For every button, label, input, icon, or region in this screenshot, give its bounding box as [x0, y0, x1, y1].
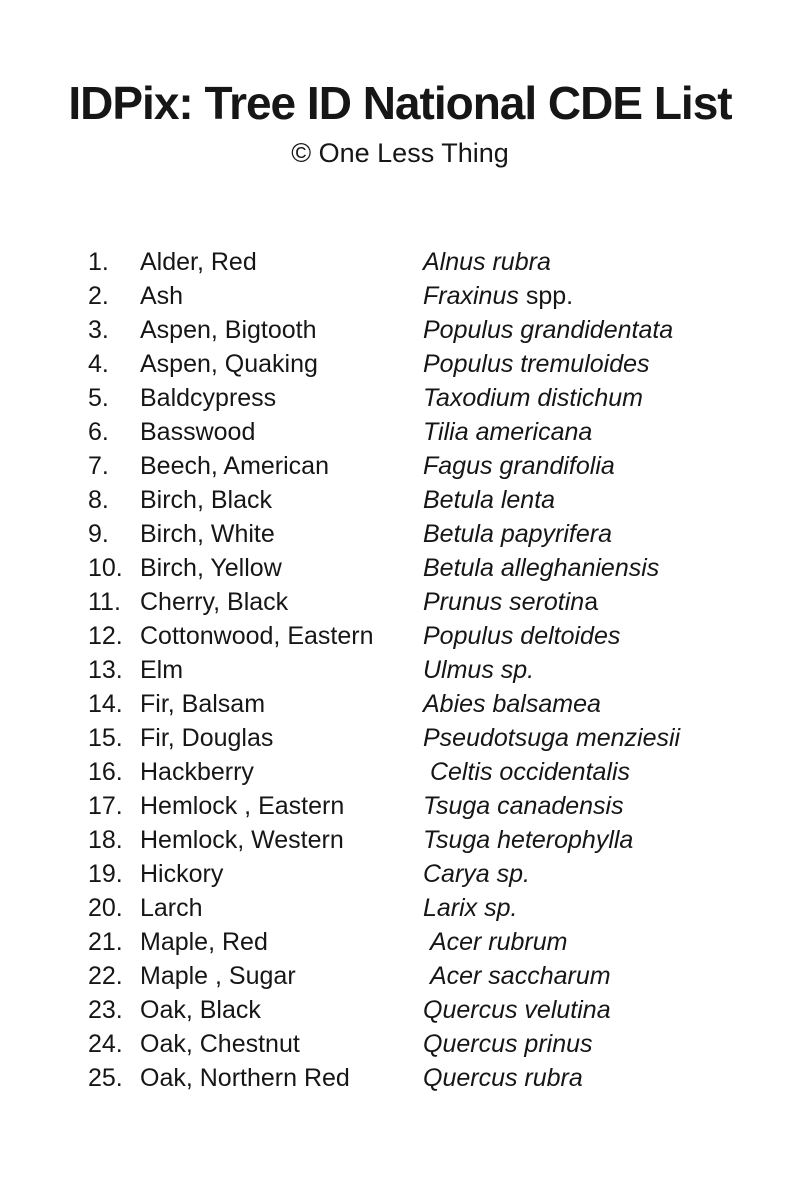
item-number: 16. — [88, 758, 123, 786]
item-common-name: Fir, Balsam — [140, 690, 266, 718]
scientific-name-italic: Betula alleghaniensis — [423, 554, 660, 582]
item-number: 4. — [88, 350, 109, 378]
item-common-name: Birch, White — [140, 520, 275, 548]
scientific-name-italic: Carya sp. — [423, 860, 530, 888]
scientific-name-regular: a — [584, 588, 599, 616]
item-scientific-name — [423, 347, 800, 381]
item-common-name: Basswood — [140, 418, 256, 446]
item-number: 6. — [88, 418, 109, 446]
scientific-name-italic: Ulmus sp. — [423, 656, 535, 684]
item-common-name: Baldcypress — [140, 384, 277, 412]
item-scientific-name — [423, 1027, 800, 1061]
scientific-name-italic: Quercus velutina — [423, 996, 611, 1024]
item-common-name: Cottonwood, Eastern — [140, 622, 374, 650]
list-item — [88, 789, 800, 823]
tree-id-list-page — [0, 77, 800, 1204]
item-scientific-name — [423, 551, 800, 585]
item-common-name: Alder, Red — [140, 248, 257, 276]
item-number: 23. — [88, 996, 123, 1024]
item-number: 2. — [88, 282, 109, 310]
item-number: 21. — [88, 928, 123, 956]
item-common-name: Hickory — [140, 860, 224, 888]
scientific-name-italic: Alnus rubra — [423, 248, 551, 276]
item-common-name: Maple, Red — [140, 928, 268, 956]
tree-list — [0, 245, 800, 1095]
scientific-name-italic: Populus grandidentata — [423, 316, 674, 344]
item-scientific-name — [423, 619, 800, 653]
list-item — [88, 925, 800, 959]
item-scientific-name — [423, 823, 800, 857]
item-number: 25. — [88, 1064, 123, 1092]
item-number: 20. — [88, 894, 123, 922]
scientific-name-italic: Fraxinus — [423, 282, 519, 310]
item-common-name: Oak, Black — [140, 996, 261, 1024]
item-scientific-name — [423, 313, 800, 347]
copyright-line: © One Less Thing — [291, 138, 509, 168]
list-item — [88, 381, 800, 415]
scientific-name-italic: Prunus serotin — [423, 588, 585, 616]
list-item — [88, 891, 800, 925]
item-common-name: Hemlock , Eastern — [140, 792, 345, 820]
item-common-name: Hackberry — [140, 758, 254, 786]
item-number: 17. — [88, 792, 123, 820]
scientific-name-italic: Larix sp. — [423, 894, 518, 922]
item-scientific-name — [423, 585, 800, 619]
list-item — [88, 653, 800, 687]
list-item — [88, 517, 800, 551]
item-number: 22. — [88, 962, 123, 990]
item-scientific-name — [423, 517, 800, 551]
scientific-name-italic: Quercus prinus — [423, 1030, 593, 1058]
item-number: 10. — [88, 554, 123, 582]
scientific-name-italic: Tsuga heterophylla — [423, 826, 634, 854]
item-common-name: Hemlock, Western — [140, 826, 344, 854]
list-item — [88, 755, 800, 789]
list-item — [88, 279, 800, 313]
item-common-name: Cherry, Black — [140, 588, 289, 616]
item-scientific-name — [423, 891, 800, 925]
list-item — [88, 1061, 800, 1095]
list-item — [88, 449, 800, 483]
list-item — [88, 619, 800, 653]
list-item — [88, 415, 800, 449]
scientific-name-italic: Betula papyrifera — [423, 520, 613, 548]
item-number: 3. — [88, 316, 109, 344]
item-number: 12. — [88, 622, 123, 650]
scientific-name-italic: Taxodium distichum — [423, 384, 644, 412]
item-number: 15. — [88, 724, 123, 752]
scientific-name-italic: Abies balsamea — [423, 690, 601, 718]
item-common-name: Maple , Sugar — [140, 962, 296, 990]
item-scientific-name — [423, 721, 800, 755]
scientific-name-italic: Quercus rubra — [423, 1064, 583, 1092]
item-scientific-name — [423, 925, 800, 959]
item-number: 24. — [88, 1030, 123, 1058]
item-number: 19. — [88, 860, 123, 888]
scientific-name-italic: Acer saccharum — [423, 962, 611, 990]
list-item — [88, 585, 800, 619]
scientific-name-regular: spp. — [518, 282, 574, 310]
list-item — [88, 857, 800, 891]
item-scientific-name — [423, 449, 800, 483]
list-item — [88, 551, 800, 585]
item-scientific-name — [423, 653, 800, 687]
list-item — [88, 313, 800, 347]
list-item — [88, 687, 800, 721]
list-item — [88, 993, 800, 1027]
item-number: 11. — [88, 588, 121, 616]
item-number: 18. — [88, 826, 123, 854]
item-scientific-name — [423, 857, 800, 891]
item-scientific-name — [423, 789, 800, 823]
item-common-name: Birch, Yellow — [140, 554, 282, 582]
item-common-name: Aspen, Bigtooth — [140, 316, 317, 344]
item-number: 9. — [88, 520, 109, 548]
item-number: 14. — [88, 690, 123, 718]
list-item — [88, 959, 800, 993]
item-scientific-name — [423, 1061, 800, 1095]
item-number: 13. — [88, 656, 123, 684]
item-common-name: Ash — [140, 282, 184, 310]
list-item — [88, 245, 800, 279]
list-item — [88, 347, 800, 381]
item-scientific-name — [423, 959, 800, 993]
item-scientific-name — [423, 245, 800, 279]
item-common-name: Larch — [140, 894, 203, 922]
item-common-name: Fir, Douglas — [140, 724, 274, 752]
item-scientific-name — [423, 687, 800, 721]
item-common-name: Beech, American — [140, 452, 329, 480]
item-number: 5. — [88, 384, 109, 412]
scientific-name-italic: Tilia americana — [423, 418, 593, 446]
scientific-name-italic: Pseudotsuga menziesii — [423, 724, 681, 752]
item-common-name: Aspen, Quaking — [140, 350, 318, 378]
scientific-name-italic: Populus deltoides — [423, 622, 621, 650]
item-common-name: Birch, Black — [140, 486, 272, 514]
list-item — [88, 1027, 800, 1061]
scientific-name-italic: Tsuga canadensis — [423, 792, 624, 820]
item-number: 7. — [88, 452, 109, 480]
scientific-name-italic: Fagus grandifolia — [423, 452, 615, 480]
scientific-name-italic: Celtis occidentalis — [423, 758, 631, 786]
item-scientific-name — [423, 279, 800, 313]
list-item — [88, 823, 800, 857]
item-scientific-name — [423, 993, 800, 1027]
item-scientific-name — [423, 755, 800, 789]
list-item — [88, 483, 800, 517]
item-common-name: Oak, Chestnut — [140, 1030, 300, 1058]
item-number: 1. — [88, 248, 109, 276]
scientific-name-italic: Populus tremuloides — [423, 350, 650, 378]
item-number: 8. — [88, 486, 109, 514]
list-item — [88, 721, 800, 755]
page-title: IDPix: Tree ID National CDE List — [68, 77, 732, 129]
item-scientific-name — [423, 381, 800, 415]
item-scientific-name — [423, 483, 800, 517]
scientific-name-italic: Betula lenta — [423, 486, 556, 514]
item-common-name: Elm — [140, 656, 184, 684]
item-scientific-name — [423, 415, 800, 449]
scientific-name-italic: Acer rubrum — [423, 928, 568, 956]
item-common-name: Oak, Northern Red — [140, 1064, 350, 1092]
